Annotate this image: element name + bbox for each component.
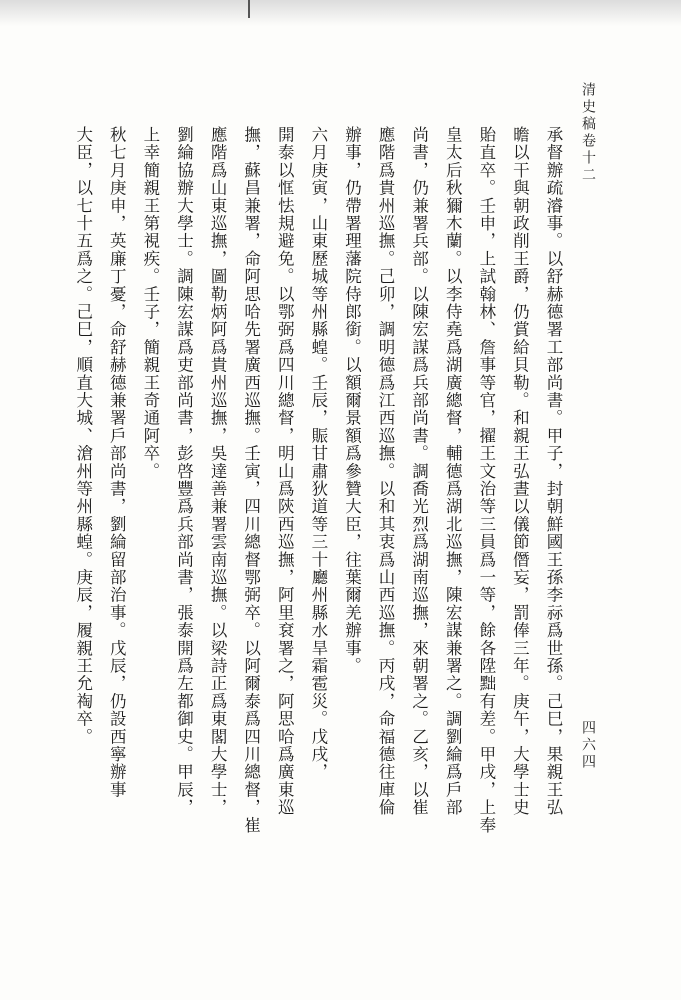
text-column: 尚書，仍兼署兵部。以陳宏謀爲兵部尚書。調喬光烈爲湖南巡撫，來朝署之。乙亥，以崔: [409, 126, 429, 817]
text-column: 撫，蘇昌兼署，命阿思哈先署廣西巡撫。壬寅，四川總督鄂弼卒。以阿爾泰爲四川總督，崔: [241, 126, 261, 834]
scan-edge: [0, 0, 681, 26]
text-column: 應階爲貴州巡撫。己卯，調明德爲江西巡撫。以和其衷爲山西巡撫。丙戌，命福德往庫倫: [376, 126, 396, 817]
text-column: 應階爲山東巡撫，圖勒炳阿爲貴州巡撫，吳達善兼署雲南巡撫。以梁詩正爲東閣大學士，: [208, 126, 228, 817]
text-column: 曕以干與朝政削王爵，仍賞給貝勒。和親王弘晝以儀節僭妄，罰俸三年。庚午，大學士史: [510, 126, 530, 817]
text-column: 六月庚寅，山東歷城等州縣蝗。壬辰，賑甘肅狄道等三十廳州縣水旱霜雹災。戊戌，: [308, 126, 328, 781]
text-column: 劉綸協辦大學士。調陳宏謀爲吏部尚書，彭啓豐爲兵部尚書，張泰開爲左都御史。甲辰，: [174, 126, 194, 817]
text-column: 大臣，以七十五爲之。己巳，順直大城、滄州等州縣蝗。庚辰，履親王允祹卒。: [73, 126, 93, 746]
text-column: 開泰以恇怯規避免。以鄂弼爲四川總督，明山爲陝西巡撫，阿里袞署之，阿思哈爲廣東巡: [275, 126, 295, 817]
running-header-title: 清史稿卷十二: [580, 82, 596, 184]
page-number: 四六四: [580, 720, 596, 771]
main-text-block: [73, 126, 570, 976]
text-column: 辦事，仍帶署理藩院侍郎銜。以額爾景額爲參贊大臣，往葉爾羌辦事。: [342, 126, 362, 675]
crop-mark: [248, 0, 250, 18]
text-column: 貽直卒。壬申，上試翰林、詹事等官，擢王文治等三員爲一等，餘各陞黜有差。甲戌，上奉: [476, 126, 496, 834]
text-column: 承督辦疏濬事。以舒赫德署工部尚書。甲子，封朝鮮國王孫李祘爲世孫。己巳，果親王弘: [544, 126, 563, 817]
text-column: 皇太后秋獮木蘭。以李侍堯爲湖廣總督，輔德爲湖北巡撫，陳宏謀兼署之。調劉綸爲戶部: [443, 126, 463, 817]
text-column: 秋七月庚申，英廉丁憂，命舒赫德兼署戶部尚書，劉綸留部治事。戊辰，仍設西寧辦事: [107, 126, 127, 799]
text-column: 上幸簡親王第視疾。壬子，簡親王奇通阿卒。: [140, 126, 160, 480]
